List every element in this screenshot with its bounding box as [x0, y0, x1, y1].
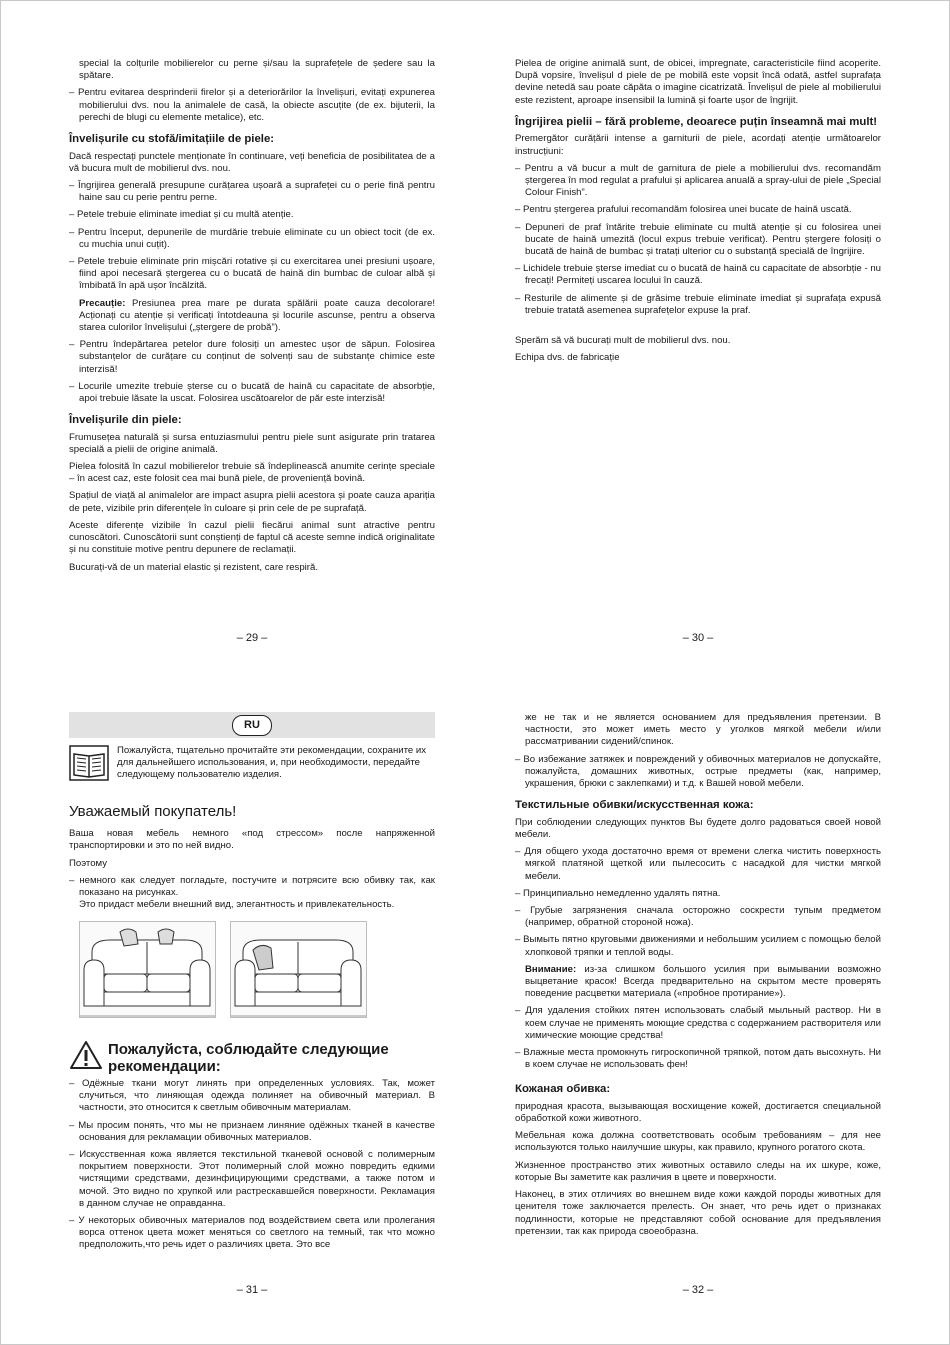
section-heading: Кожаная обивка: — [515, 1083, 611, 1096]
page-number: – 29 – — [236, 632, 268, 644]
bullet-item: – Pentru îndepărtarea petelor dure folosiți un amestec ușor de săpun. Folosirea substanțelor de curățare cu conținut de solvenți sau de substanțe chimice este interzisă! — [69, 339, 435, 375]
page-number: – 30 – — [682, 632, 714, 644]
paragraph: special la colțurile mobilierelor cu perne și/sau la suprafețele de ședere sau la spătare. — [79, 58, 435, 82]
section-heading: Învelișurile cu stofă/imitațiile de piele: — [69, 133, 275, 146]
section-heading: Învelișurile din piele: — [69, 414, 182, 427]
bullet-item: – Petele trebuie eliminate imediat și cu multă atenție. — [69, 209, 294, 221]
bullet-item: – Вымыть пятно круговыми движениями и небольшим усилием с помощью белой хлопковой тряпки и теплой воды. — [515, 934, 881, 958]
paragraph: Мебельная кожа должна соответствовать особым требованиям – для нее используются только наилучшие шкуры, как правило, крупного рогатого скота. — [515, 1130, 881, 1154]
page-number: – 32 – — [682, 1284, 714, 1296]
bullet-item: – Во избежание затяжек и повреждений у обивочных материалов не допускайте, пожалуйста, домашних животных, острые предметы (как, например, украшения, брюки с заклепками) и т.д. к Вашей новой мебели. — [515, 753, 881, 790]
caution-note — [69, 298, 435, 335]
section-heading: Îngrijirea pielii – fără probleme, deoarece puțin înseamnă mai mult! — [515, 115, 878, 128]
paragraph: Pielea folosită în cazul mobilierelor trebuie să îndeplinească anumite cerințe speciale – în acest caz, este folosit cea mai bună piele, de proveniență bovină. — [69, 461, 435, 485]
signature-line: Echipa dvs. de fabricație — [515, 352, 620, 364]
bullet-item: – Locurile umezite trebuie șterse cu o bucată de haină cu capacitate de absorbție, apoi trebuie lăsate la uscat. Folosirea uscătoarelor de păr este interzisă! — [69, 380, 435, 404]
section-heading: Текстильные обивки/искусственная кожа: — [515, 799, 754, 812]
paragraph: Aceste diferențe vizibile în cazul pielii fiecărui animal sunt atractive pentru cunoscători. Cunoscătorii sunt conștienți de faptul că aceste semne indică originalitate și nu constituie motive pentru depunere de reclamații. — [69, 519, 435, 556]
bullet-item: – Принципиально немедленно удалять пятна. — [515, 887, 721, 899]
page-30 — [515, 58, 881, 369]
page-number: – 31 – — [236, 1284, 268, 1296]
page-31 — [69, 800, 435, 916]
bullet-item: – Искусственная кожа является текстильной тканевой основой с полимерным покрытием поверхности. Этот полимерный слой можно повредить едкими чистящими средствами, дезинфицирующими средствами, а также потом и мочой. Это видно по хрупкой или растрескавшейся поверхности. Рекламация в данном случае не оправданна. — [69, 1149, 435, 1209]
caution-label: Precauție: — [79, 297, 126, 309]
bullet-item: – Resturile de alimente și de grăsime trebuie eliminate imediat și suprafața expusă trebuie tratată asemenea suprafețelor expuse la praf. — [515, 292, 881, 316]
bullet-item: – Îngrijirea generală presupune curățarea ușoară a suprafeței cu o perie fină pentru haine sau cu perie pentru perne. — [69, 179, 435, 204]
paragraph: Sperăm să vă bucurați mult de mobilierul dvs. nou. — [515, 334, 731, 346]
paragraph: Поэтому — [69, 857, 108, 869]
paragraph: Dacă respectați punctele menționate în continuare, veți beneficia de posibilitatea de a vă bucura mult de mobilierul dvs. nou. — [69, 150, 435, 174]
book-icon — [69, 745, 109, 781]
paragraph: При соблюдении следующих пунктов Вы будете долго радоваться своей новой мебели. — [515, 816, 881, 840]
page-29 — [69, 58, 435, 579]
paragraph: Жизненное пространство этих животных оставило следы на их шкуре, коже, которые Вы заметите как различия в цвете и поверхности. — [515, 1159, 881, 1183]
warning-icon — [69, 1040, 103, 1070]
paragraph: Premergător curățării intense a garniturii de piele, acordați atenție următoarelor instrucțiuni: — [515, 133, 881, 157]
sofa-illustration — [230, 921, 367, 1018]
bullet-item: – Petele trebuie eliminate prin mișcări rotative și cu exercitarea unei presiuni ușoare, fiind apoi necesară ștergerea cu o bucată de haină din bumbac de culoar albă și îmbibată în apă ușor încălzită. — [69, 255, 435, 292]
bullet-item: – Pentru a vă bucur a mult de garnitura de piele a mobilierului dvs. recomandăm ștergerea în mod regulat a prafului și aplicarea anuală a spray-ului de piele „Special Colour Finish”. — [515, 162, 881, 199]
page-32 — [515, 712, 881, 1243]
bullet-item: – Одёжные ткани могут линять при определенных условиях. Так, может случиться, что линяющая одежда полиняет на обивочный материал. В частности, это относится к светлым обивочным материалам. — [69, 1078, 435, 1114]
intro-text: Пожалуйста, тщательно прочитайте эти рекомендации, сохраните их для дальнейшего использования, и, при необходимости, передайте следующему пользователю изделия. — [117, 745, 427, 781]
bullet-item: – Lichidele trebuie șterse imediat cu o bucată de haină cu capacitate de absorbție - nu frecați! Permiteți uscarea locului în cauză. — [515, 263, 881, 287]
bullet-item: – У некоторых обивочных материалов под воздействием света или пролегания ворса оттенок цвета может меняться со светлого на темный, так что можно предположить,что речь идет о различиях цвета. Это все — [69, 1215, 435, 1251]
bullet-item: – немного как следует погладьте, постучите и потрясите всю обивку так, как показано на рисунках. — [69, 874, 435, 899]
bullet-item: – Мы просим понять, что мы не признаем линяние одёжных тканей в качестве основания для рекламации обивочных материалов. — [69, 1119, 435, 1143]
paragraph: Ваша новая мебель немного «под стрессом» после напряженной транспортировки и это по ней видно. — [69, 828, 435, 852]
paragraph: Pielea de origine animală sunt, de obicei, impregnate, caracteristicile fiind acoperite. După vopsire, învelișul d piele de pe mobilă este vopsit încă odată, astfel suprafața devine netedă sau poate căpăta o imagine cicatrizată. Învelișul de piele al mobilierului este rezistent, aproape insensibil la lumină și foarte ușor de îngrijit. — [515, 58, 881, 106]
bullet-item: – Влажные места промокнуть гигроскопичной тряпкой, потом дать высохнуть. Ни в коем случае не использовать фен! — [515, 1046, 881, 1071]
caution-text: из-за слишком большого усилия при вымывании возможно выцветание красок! Всегда предварительно на скрытом месте проверять поведение расцветки материала («пробное протирание»). — [525, 963, 881, 1000]
language-badge: RU — [232, 715, 272, 736]
caution-label: Внимание: — [525, 963, 577, 975]
page-title: Уважаемый покупатель! — [69, 803, 237, 820]
bullet-item: – Для удаления стойких пятен использовать слабый мыльный раствор. Ни в коем случае не применять моющие средства с содержанием растворителя или химические моющие средства! — [515, 1005, 881, 1041]
page-31-warnings — [69, 1078, 435, 1257]
bullet-item: – Pentru ștergerea prafului recomandăm folosirea unei bucate de haină uscată. — [515, 204, 852, 216]
paragraph: Это придаст мебели внешний вид, элегантность и привлекательность. — [79, 899, 395, 911]
bullet-item: – Depuneri de praf întărite trebuie eliminate cu multă atenție și cu folosirea unei bucate de haină umezită (locul expus trebuie verificat). Pentru ștergere folosiți o bucată de haină de bumbac și tratați ulterior cu o substanță specială de îngrijire. — [515, 221, 881, 257]
bullet-item: – Pentru început, depunerile de murdărie trebuie eliminate cu un obiect tocit (de ex. cu muchia unui cuțit). — [69, 226, 435, 250]
caution-note — [515, 964, 881, 1001]
bullet-item: – Для общего ухода достаточно время от времени слегка чистить поверхность мягкой платяной щеткой или пылесосить с насадкой для чистки мягкой мебели. — [515, 846, 881, 882]
bullet-item: – Грубые загрязнения сначала осторожно соскрести тупым предметом (например, обратной стороной ножа). — [515, 904, 881, 929]
paragraph: Spațiul de viață al animalelor are impact asupra pielii acestora și poate cauza apariția de pete, vizibile prin diferențele în culoare și prin cele de pe suprafață. — [69, 490, 435, 514]
caution-text: Presiunea prea mare pe durata spălării poate cauza decolorare! Acționați cu atenție și verificați întotdeauna și locurile ascunse, pentru a observa starea culorilor învelișului („ștergere de probă”). — [79, 297, 435, 333]
paragraph: Наконец, в этих отличиях во внешнем виде кожи каждой породы животных для ценителя тоже заключается прелесть. Он знает, что речь идет о признаках подлинности, которые не представляют собой основание для предъявления претензии, так как природа своеобразна. — [515, 1189, 881, 1237]
paragraph: Frumusețea naturală și sursa entuziasmului pentru piele sunt asigurate prin tratarea specială a pielii de origine animală. — [69, 431, 435, 455]
paragraph: же не так и не является основанием для предъявления претензии. В частности, это может иметь место у уголков мягкой мебели и/или рассматривании сидений/спинок. — [525, 712, 881, 748]
warning-heading: Пожалуйста, соблюдайте следующие рекомендации: — [108, 1041, 389, 1075]
sofa-illustration — [79, 921, 216, 1018]
paragraph: Bucurați-vă de un material elastic și rezistent, care respiră. — [69, 561, 319, 573]
bullet-item: – Pentru evitarea desprinderii firelor și a deteriorărilor la învelișuri, evitați expunerea mobilierului dvs. nou la animalele de casă, la obiecte ascuțite (de ex. bijuterii, la perechi de blugi cu elemente metalice), etc. — [69, 87, 435, 123]
paragraph: природная красота, вызывающая восхищение кожей, достигается специальной обработкой кожи животного. — [515, 1100, 881, 1125]
